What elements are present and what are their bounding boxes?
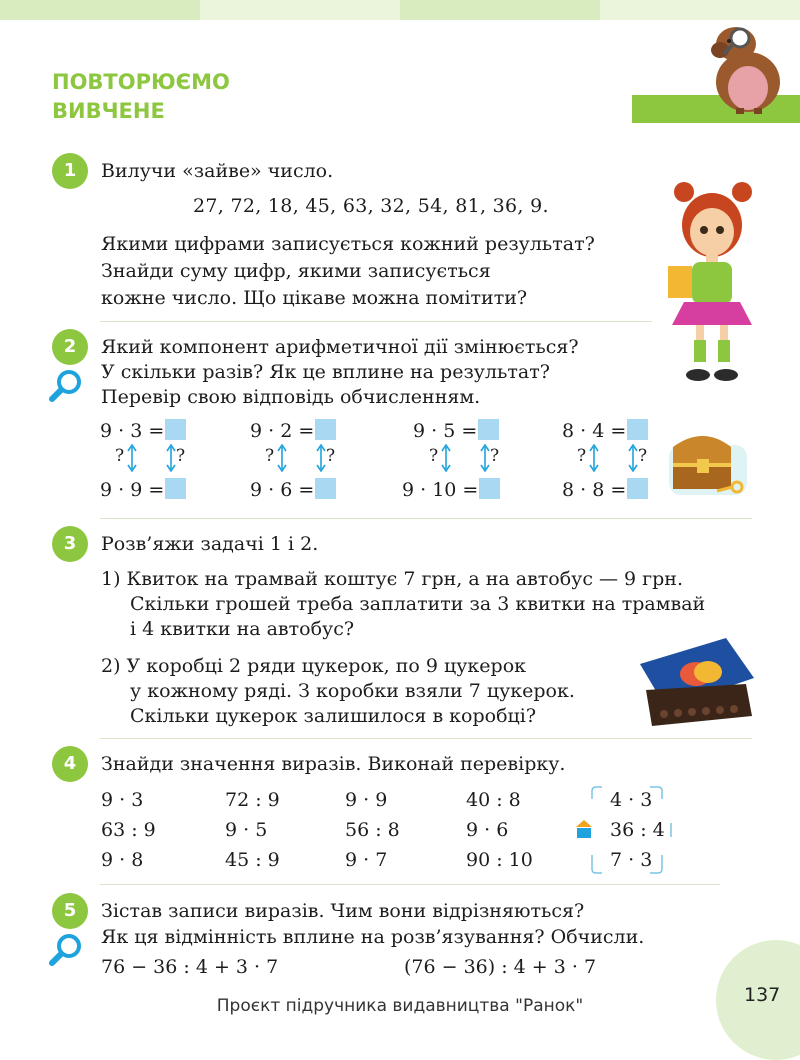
expression-text: 8 · 8 = (562, 479, 627, 501)
answer-box[interactable] (165, 478, 186, 499)
expression: 45 : 9 (225, 849, 280, 871)
question-mark: ? (176, 446, 186, 466)
answer-box[interactable] (627, 419, 648, 440)
expression: 40 : 8 (466, 789, 521, 811)
separator-2 (100, 518, 752, 519)
problem-1-line-3: і 4 квитки на автобус? (130, 618, 355, 640)
expression-text: 9 · 3 = (100, 420, 165, 442)
problem-1-line-2: Скільки грошей треба заплатити за 3 квитки на трамвай (130, 593, 706, 615)
expression: 9 · 7 (345, 849, 388, 871)
double-arrow-icon (316, 444, 326, 472)
task-5-line-1: Зістав записи виразів. Чим вони відрізняються? (101, 900, 585, 922)
bracket-expression: 4 · 3 (610, 789, 653, 811)
expression-text: 9 · 5 = (413, 420, 478, 442)
separator-1 (100, 321, 652, 322)
task-4-number: 4 (52, 746, 88, 782)
double-arrow-icon (441, 444, 451, 472)
footer-text: Проєкт підручника видавництва "Ранок" (216, 996, 584, 1016)
question-mark: ? (577, 446, 587, 466)
double-arrow-icon (277, 444, 287, 472)
double-arrow-icon (628, 444, 638, 472)
treasure-chest-illustration (665, 425, 755, 500)
expression-2: (76 − 36) : 4 + 3 · 7 (404, 956, 597, 978)
question-mark: ? (490, 446, 500, 466)
problem-2-line-1: 2) У коробці 2 ряди цукерок, по 9 цукерок (101, 655, 527, 677)
expression-text: 9 · 10 = (402, 479, 479, 501)
expression-bottom (562, 478, 648, 501)
separator-3 (100, 738, 752, 739)
answer-box[interactable] (315, 478, 336, 499)
task-2-line-1: Який компонент арифметичної дії змінюється? (101, 336, 579, 358)
problem-1-line-1: 1) Квиток на трамвай коштує 7 грн, а на автобус — 9 грн. (101, 568, 684, 590)
expression-top (413, 419, 499, 442)
task-5-number: 5 (52, 893, 88, 929)
bracket-expression: 7 · 3 (610, 849, 653, 871)
question-mark: ? (326, 446, 336, 466)
double-arrow-icon (480, 444, 490, 472)
expression: 9 · 5 (225, 819, 268, 841)
task-1-question-line-3: кожне число. Що цікаве можна помітити? (101, 287, 528, 309)
bracket-expression: 36 : 4 (610, 819, 665, 841)
double-arrow-icon (589, 444, 599, 472)
double-arrow-icon (127, 444, 137, 472)
task-2-line-3: Перевір свою відповідь обчисленням. (101, 386, 481, 408)
top-color-bar (0, 0, 800, 20)
task-1-question-line-2: Знайди суму цифр, якими записується (101, 260, 491, 282)
task-3-instruction: Розв’яжи задачі 1 і 2. (101, 533, 319, 555)
task-2-line-2: У скільки разів? Як це вплине на результат? (101, 361, 550, 383)
house-icon (576, 820, 592, 838)
girl-with-book-illustration (662, 180, 762, 385)
expression-bottom (402, 478, 500, 501)
task-1-numbers: 27, 72, 18, 45, 63, 32, 54, 81, 36, 9. (193, 195, 549, 217)
magnifier-icon (48, 368, 84, 404)
task-3-number: 3 (52, 526, 88, 562)
heading-line-2: ВИВЧЕНЕ (52, 99, 165, 123)
heading-line-1: ПОВТОРЮЄМО (52, 70, 230, 94)
expression-text: 9 · 9 = (100, 479, 165, 501)
expression: 9 · 3 (101, 789, 144, 811)
answer-box[interactable] (478, 419, 499, 440)
question-mark: ? (115, 446, 125, 466)
expression: 63 : 9 (101, 819, 156, 841)
task-1-question-line-1: Якими цифрами записується кожний результат? (101, 233, 595, 255)
task-5-line-2: Як ця відмінність вплине на розв’язування? Обчисли. (101, 926, 645, 948)
section-heading (52, 68, 230, 126)
expression-bottom (100, 478, 186, 501)
expression-top (100, 419, 186, 442)
double-arrow-icon (166, 444, 176, 472)
expression: 72 : 9 (225, 789, 280, 811)
task-1-instruction: Вилучи «зайве» число. (101, 160, 334, 182)
expression-1: 76 − 36 : 4 + 3 · 7 (101, 956, 279, 978)
question-mark: ? (429, 446, 439, 466)
separator-4 (100, 884, 720, 885)
task-1-number: 1 (52, 153, 88, 189)
task-4-instruction: Знайди значення виразів. Виконай перевірку. (101, 753, 566, 775)
expression-bottom (250, 478, 336, 501)
task-2-number: 2 (52, 329, 88, 365)
page-number: 137 (744, 984, 781, 1006)
expression: 9 · 9 (345, 789, 388, 811)
capybara-mascot-illustration (700, 22, 790, 114)
question-mark: ? (638, 446, 648, 466)
expression-top (250, 419, 336, 442)
expression-top (562, 419, 648, 442)
answer-box[interactable] (165, 419, 186, 440)
expression: 9 · 8 (101, 849, 144, 871)
expression: 9 · 6 (466, 819, 509, 841)
expression-text: 9 · 6 = (250, 479, 315, 501)
expression: 56 : 8 (345, 819, 400, 841)
answer-box[interactable] (479, 478, 500, 499)
magnifier-icon (48, 932, 84, 968)
expression-text: 9 · 2 = (250, 420, 315, 442)
answer-box[interactable] (315, 419, 336, 440)
answer-box[interactable] (627, 478, 648, 499)
expression-text: 8 · 4 = (562, 420, 627, 442)
question-mark: ? (265, 446, 275, 466)
expression: 90 : 10 (466, 849, 533, 871)
problem-2-line-3: Скільки цукерок залишилося в коробці? (130, 705, 537, 727)
candy-box-illustration (636, 634, 758, 730)
problem-2-line-2: у кожному ряді. З коробки взяли 7 цукерок. (130, 680, 575, 702)
